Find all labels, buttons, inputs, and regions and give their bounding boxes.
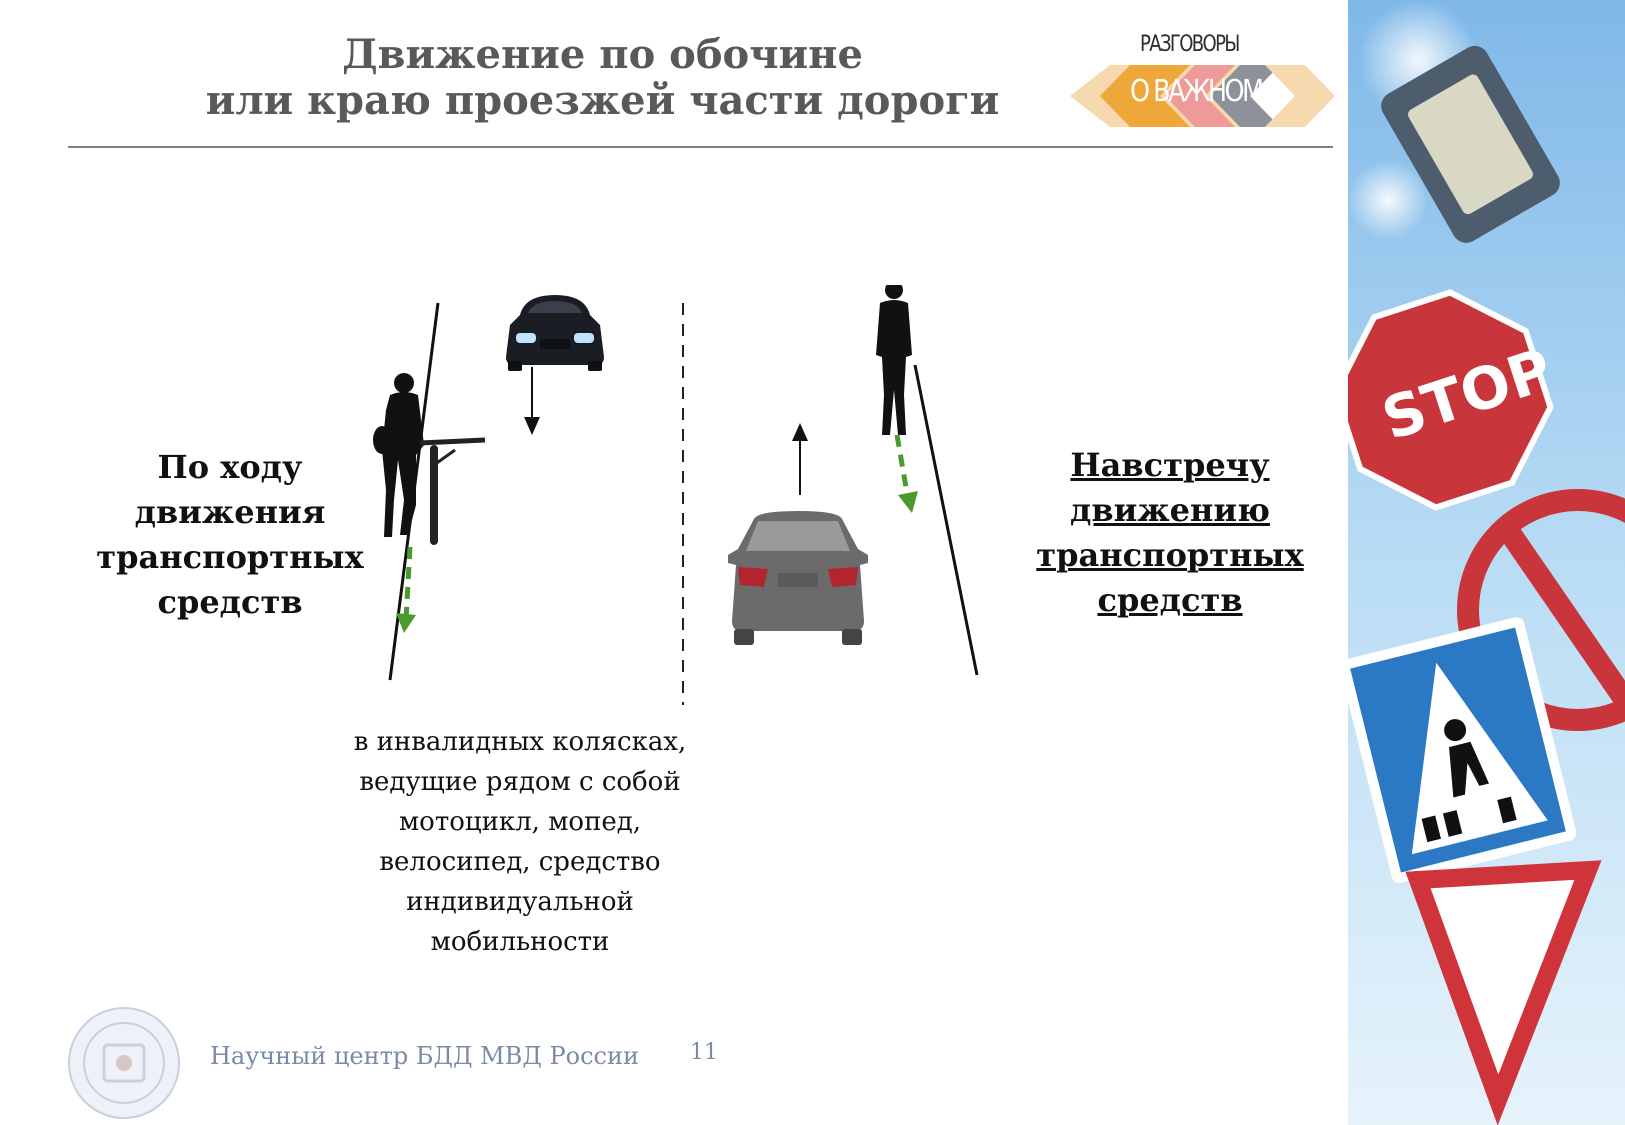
car-rear-icon <box>728 511 868 645</box>
note-line-6: мобильности <box>430 927 610 957</box>
left-line-4: средств <box>157 583 303 621</box>
logo <box>1070 30 1340 135</box>
title-line-2: или краю проезжей части дороги <box>205 77 1000 124</box>
logo-text-top: РАЗГОВОРЫ <box>1140 32 1239 57</box>
note-line-2: ведущие рядом с собой <box>359 767 681 797</box>
pedestrian-with-bicycle-icon <box>373 373 485 545</box>
pedestrian-icon <box>876 285 912 435</box>
page-number: 11 <box>690 1040 718 1065</box>
logo-text-bottom: О ВАЖНОМ <box>1130 74 1262 109</box>
green-arrow-right-head <box>898 491 918 513</box>
car-front-icon <box>506 295 604 371</box>
direction-against-traffic-label <box>1030 443 1310 623</box>
decorative-signs-panel <box>1348 0 1625 1125</box>
right-line-2: движению <box>1070 491 1270 529</box>
page-title <box>90 32 1115 124</box>
right-line-3: транспортных <box>1036 536 1304 574</box>
direction-with-traffic-label <box>95 445 365 625</box>
emblem-icon <box>66 1005 182 1121</box>
green-arrow-right <box>897 435 908 499</box>
right-line-1: Навстречу <box>1070 446 1270 484</box>
note-line-4: велосипед, средство <box>379 847 661 877</box>
green-arrow-left-head <box>396 613 416 633</box>
road-diagram <box>360 285 1020 705</box>
title-divider <box>68 146 1333 148</box>
note-line-5: индивидуальной <box>406 887 634 917</box>
left-line-2: движения <box>134 493 326 531</box>
footer-organization: Научный центр БДД МВД России <box>210 1042 639 1070</box>
left-line-3: транспортных <box>96 538 364 576</box>
note-line-1: в инвалидных колясках, <box>353 727 687 757</box>
title-line-1: Движение по обочине <box>342 31 863 78</box>
note-text <box>335 722 705 962</box>
svg-text:STOP: STOP <box>1374 335 1560 454</box>
right-line-4: средств <box>1097 581 1243 619</box>
note-line-3: мотоцикл, мопед, <box>398 807 642 837</box>
left-line-1: По ходу <box>157 448 303 486</box>
right-road-edge <box>915 365 977 675</box>
